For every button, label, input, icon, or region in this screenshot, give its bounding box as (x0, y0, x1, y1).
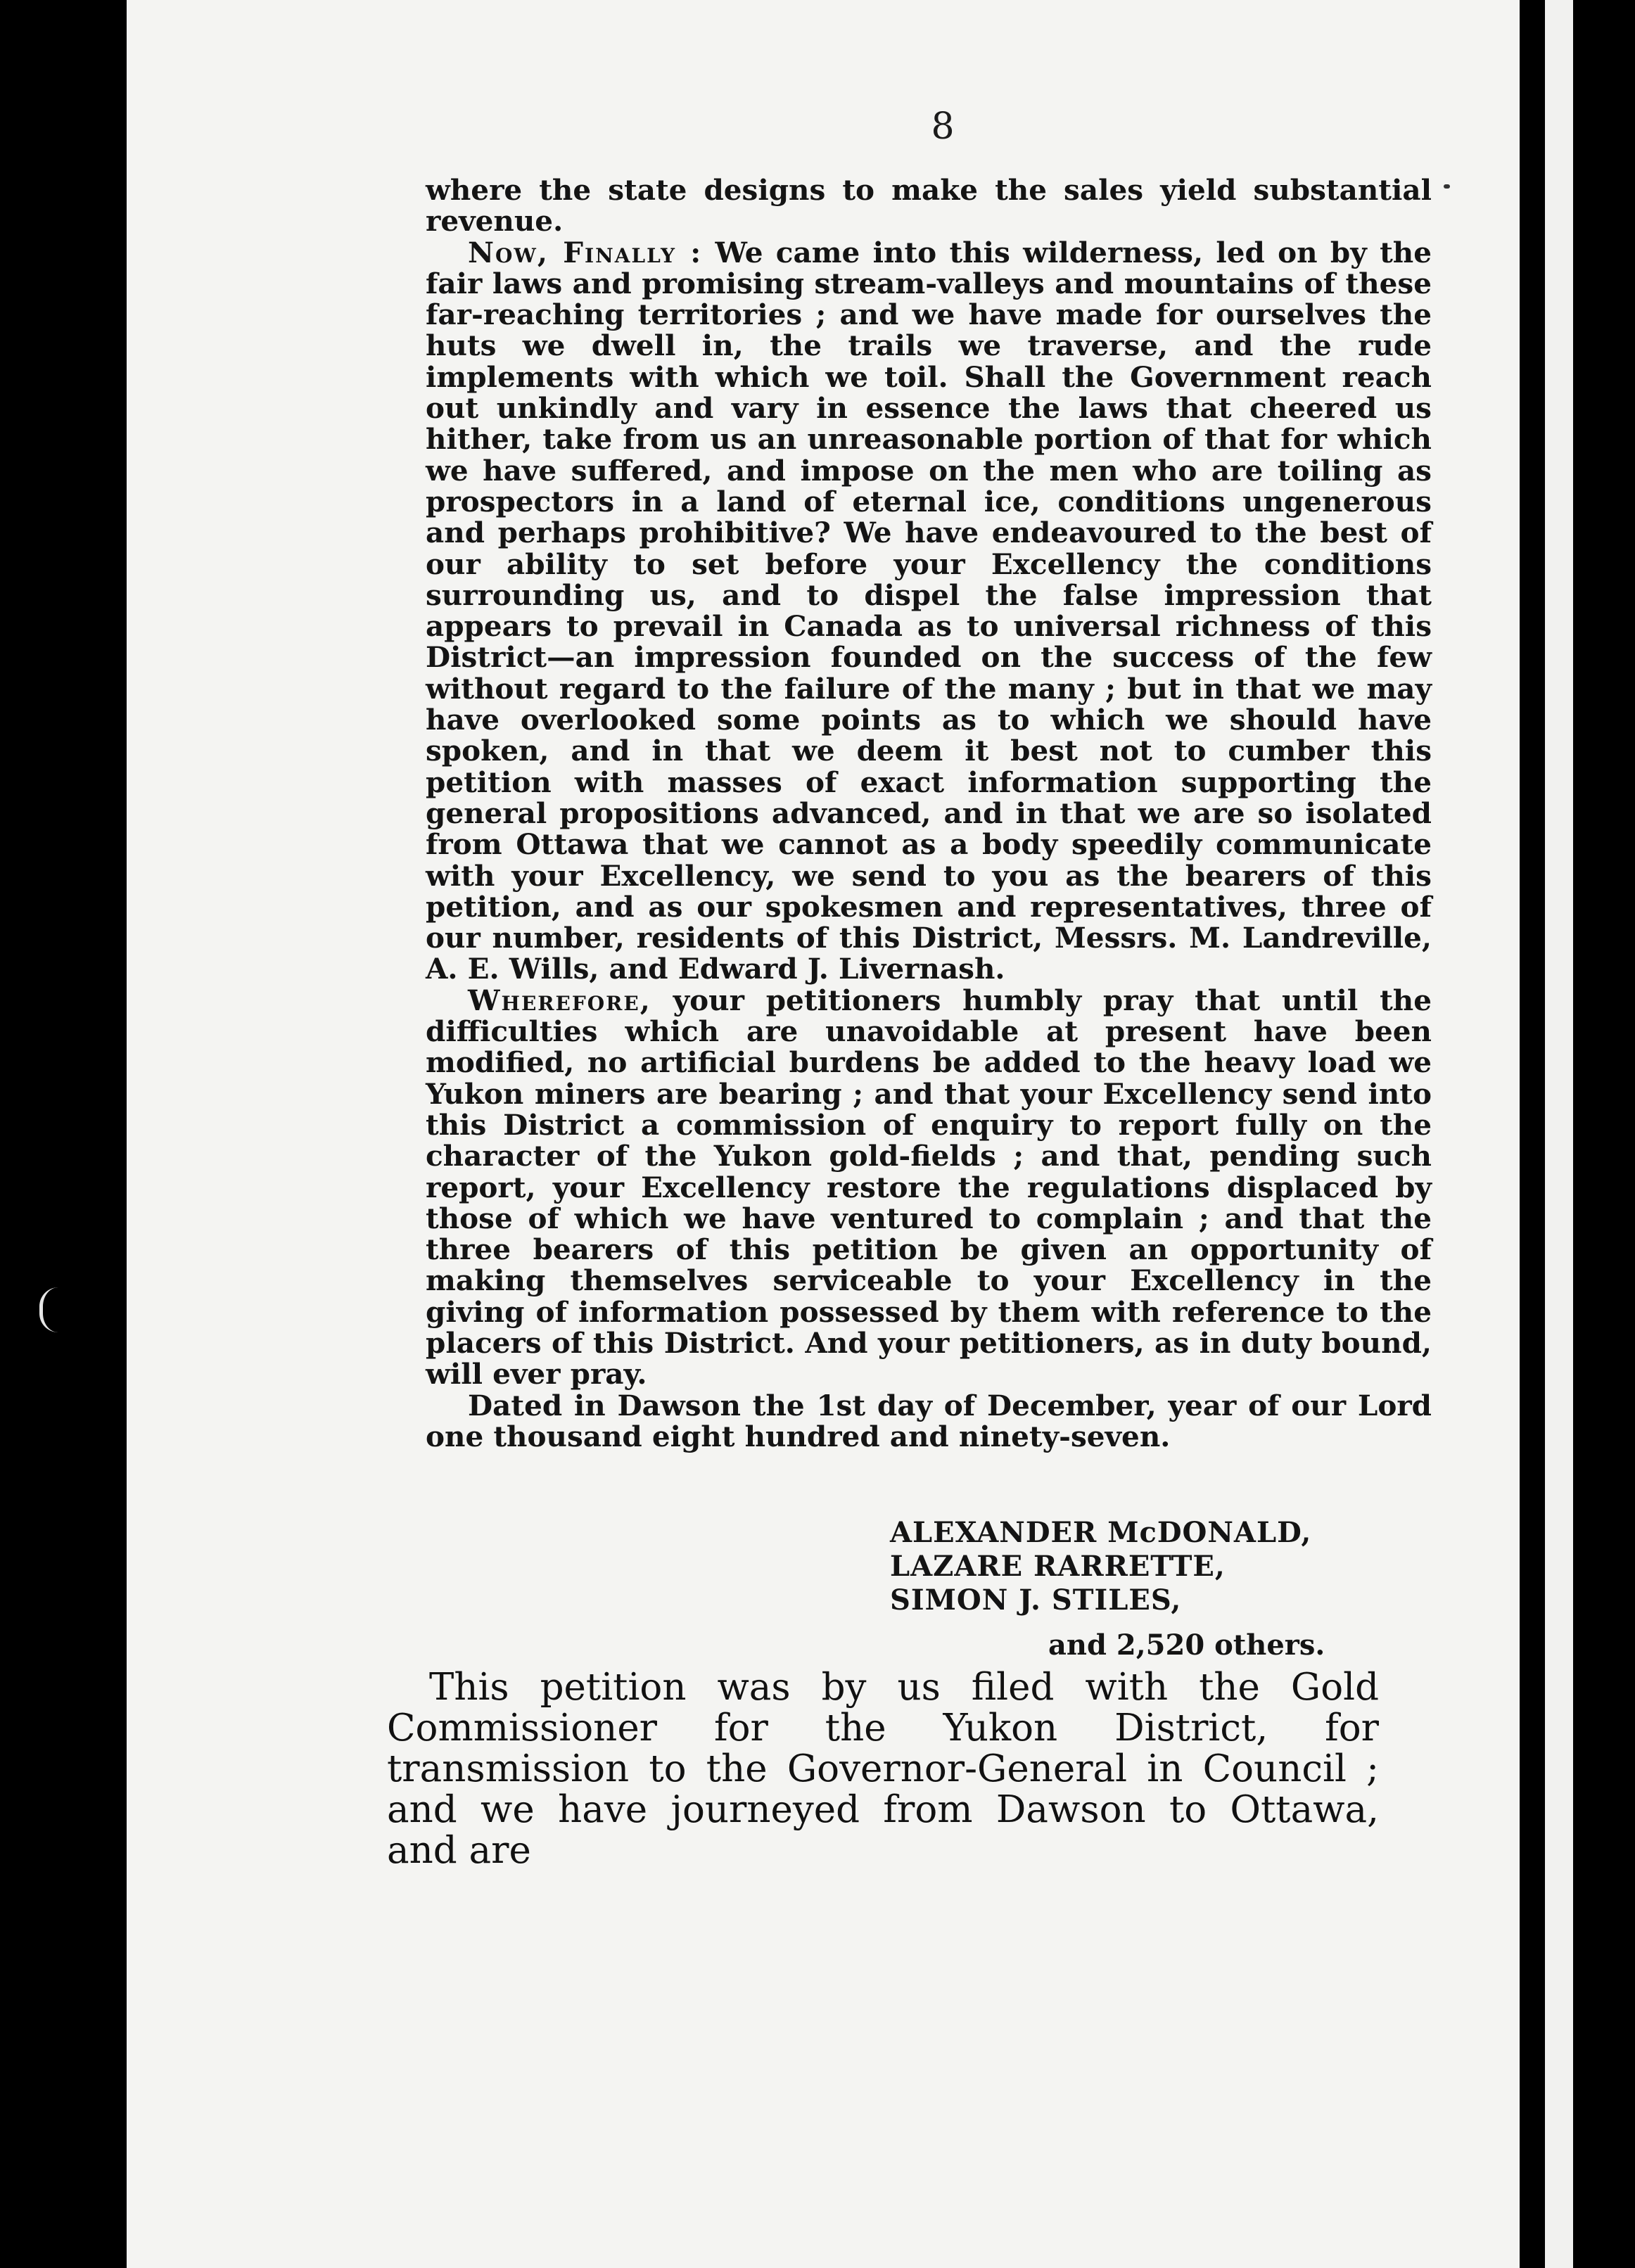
signatory-name: ALEXANDER McDONALD, (890, 1516, 1312, 1549)
finally-text: We came into this wilderness, led on by the fair laws and promising stream-valleys and mountains of these far-reaching territories ; and we have made for ourselves the huts we dwell in, the trails we traverse, and the rude implements with which we toil. Shall the Government reach out unkindly and vary in essence the laws that cheered us hither, take from us an unreasonable portion of that for which we have suffered, and impose on the men who are toiling as prospectors in a land of eternal ice, conditions ungenerous and perhaps prohibitive? We have endeavoured to the best of our ability to set before your Excellency the conditions surrounding us, and to dispel the false impression that appears to prevail in Canada as to universal richness of this District—an impression founded on the success of the few without regard to the failure of the many ; but in that we may have overlooked some points as to which we should have spoken, and in that we deem it best not to cumber this petition with masses of exact information supporting the general propositions advanced, and in that we are so isolated from Ottawa that we cannot as a body speedily communicate with your Excellency, we send to you as the bearers of this petition, and as our spokesmen and representatives, three of our number, residents of this District, Messrs. M. Landreville, A. E. Wills, and Edward J. Livernash. (426, 235, 1432, 986)
dated-paragraph: Dated in Dawson the 1st day of December, year of our Lord one thousand eight hundred and ninety-seven. (426, 1388, 1432, 1453)
others-count: and 2,520 others. (1048, 1629, 1325, 1662)
continuation-paragraph: where the state designs to make the sales yield substantial revenue. (426, 173, 1432, 238)
page-number: 8 (931, 106, 955, 148)
finally-lead: Now, Finally : (468, 235, 703, 269)
wherefore-paragraph (426, 985, 1432, 1390)
signatories (890, 1516, 1425, 1617)
filing-notice-text: This petition was by us filed with the Gold Commissioner for the Yukon District, for transmission to the Governor-General in Council ; and we have journeyed from Dawson to Ottawa, and are (387, 1666, 1379, 1872)
adjacent-page-edge (1545, 0, 1573, 2268)
signatory-name: LAZARE RARRETTE, (890, 1550, 1226, 1583)
margin-bracket-mark (39, 1287, 58, 1332)
signatory-name: SIMON J. STILES, (890, 1584, 1182, 1617)
finally-paragraph (426, 237, 1432, 985)
ink-speck (1444, 184, 1450, 189)
filing-notice (387, 1667, 1379, 1871)
petition-body (426, 174, 1432, 1452)
wherefore-text: your petitioners humbly pray that until the difficulties which are unavoidable at present have been modified, no artificial burdens be added to the heavy load we Yukon miners are bearing ; and that your Excellency send into this District a commission of enquiry to report fully on the character of the Yukon gold-fields ; and that, pending such report, your Excellency restore the regulations displaced by those of which we have ventured to complain ; and that the three bearers of this petition be given an opportunity of making themselves serviceable to your Excellency in the giving of information possessed by them with reference to the placers of this District. And your petitioners, as in duty bound, will ever pray. (426, 983, 1432, 1391)
wherefore-lead: Wherefore, (468, 983, 651, 1017)
